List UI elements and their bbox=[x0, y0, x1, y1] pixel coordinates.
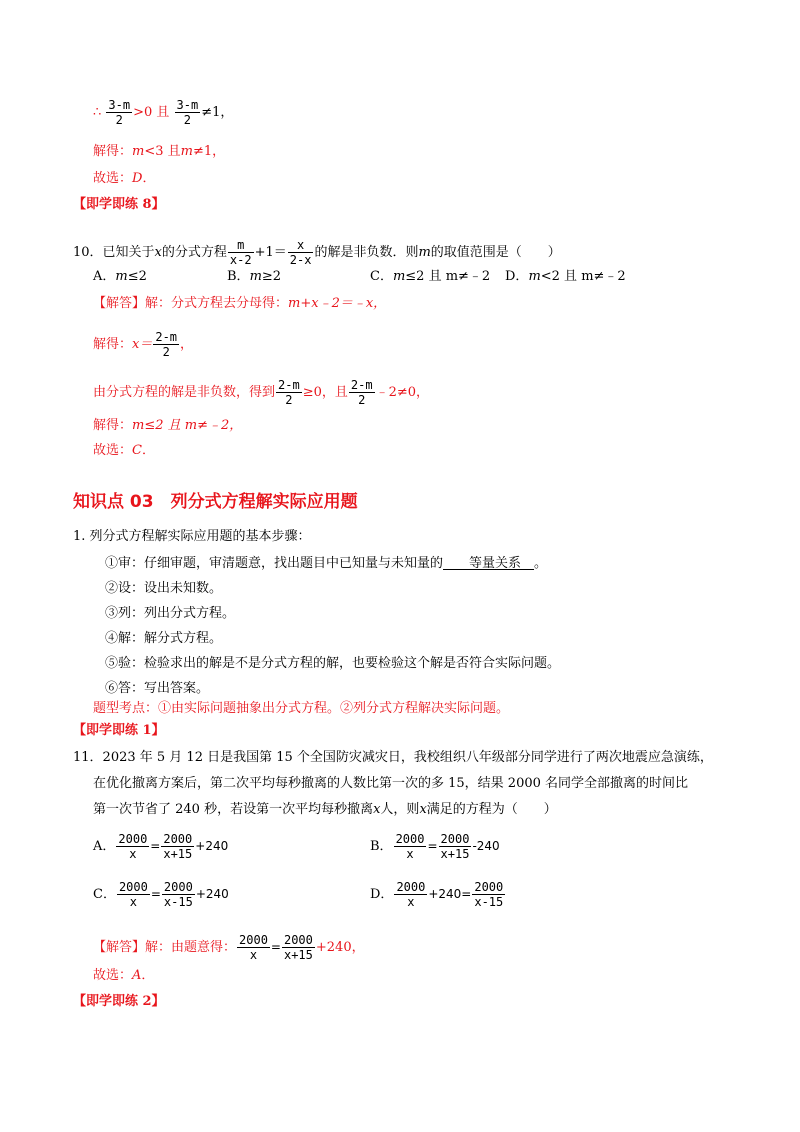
answer-line-2: 解得：x＝ $\frac{2-m}{2}$ ， bbox=[93, 330, 194, 359]
step-2: ②设：设出未知数。 bbox=[105, 581, 223, 596]
question-11-line-2: 在优化撤离方案后，第二次平均每秒撤离的人数比第一次的多 15，结果 2000 名同学全部撤离的时间比 bbox=[93, 776, 689, 791]
fraction: $\frac{2000}{x-15}$ bbox=[163, 880, 193, 909]
solve-line: 解得：m<3 且m≠1， bbox=[93, 144, 226, 159]
answer-line-1: 【解答】解：分式方程去分母得：m+x﹣2＝﹣x， bbox=[93, 296, 387, 311]
practice-label-2: 【即学即练 2】 bbox=[73, 994, 165, 1009]
fraction: $\frac{m}{x-2}$ bbox=[229, 238, 252, 267]
q11-choose: 故选：A． bbox=[93, 968, 155, 983]
fraction: $\frac{2-m}{2}$ bbox=[155, 330, 178, 359]
blank-answer: 等量关系 bbox=[443, 556, 535, 571]
step-5: ⑤验：检验求出的解是不是分式方程的解，也要检验这个解是否符合实际问题。 bbox=[105, 656, 561, 671]
q11-option-d: D． $\frac{2000}{x}$ +240= $\frac{2000}{x-15}$ bbox=[370, 880, 504, 909]
steps-intro: 1. 列分式方程解实际应用题的基本步骤： bbox=[73, 529, 311, 544]
fraction: $\frac{2000}{x}$ bbox=[118, 832, 148, 861]
fraction: $\frac{3-m}{2}$ bbox=[108, 98, 131, 127]
option-b: B．m≥2 bbox=[227, 269, 282, 284]
section-heading: 知识点 03 列分式方程解实际应用题 bbox=[73, 492, 358, 512]
fraction: $\frac{2000}{x}$ bbox=[396, 880, 426, 909]
fraction: $\frac{2-m}{2}$ bbox=[278, 378, 300, 407]
q11-option-a: A． $\frac{2000}{x}$ = $\frac{2000}{x+15}$ +240 bbox=[93, 832, 229, 861]
option-d: D．m<2 且 m≠﹣2 bbox=[505, 269, 626, 284]
fraction: $\frac{2-m}{2}$ bbox=[350, 378, 373, 407]
step-1: ①审：仔细审题，审清题意，找出题目中已知量与未知量的 等量关系 。 bbox=[105, 556, 548, 571]
fraction: $\frac{2000}{x}$ bbox=[118, 880, 148, 909]
q11-answer: 【解答】解：由题意得： $\frac{2000}{x}$ = $\frac{2000}{x+15}$ +240， bbox=[93, 933, 365, 962]
question-11-line-1: 11．2023 年 5 月 12 日是我国第 15 个全国防灾减灾日，我校组织八年级部分同学进行了两次地震应急演练， bbox=[73, 750, 713, 765]
choose-line: 故选：D． bbox=[93, 171, 156, 186]
question-11-line-3: 第一次节省了 240 秒，若设第一次平均每秒撤离x人，则x满足的方程为（ ） bbox=[93, 802, 557, 817]
step-4: ④解：解分式方程。 bbox=[105, 631, 223, 646]
answer-line-3: 由分式方程的解是非负数，得到 $\frac{2-m}{2}$ ≥0，且 $\frac{2-m}{2}$ ﹣2≠0， bbox=[93, 378, 429, 407]
q11-option-b: B． $\frac{2000}{x}$ = $\frac{2000}{x+15}$ -240 bbox=[370, 832, 500, 861]
fraction: $\frac{2000}{x+15}$ bbox=[440, 832, 470, 861]
fraction: $\frac{2000}{x-15}$ bbox=[474, 880, 504, 909]
q11-option-c: C． $\frac{2000}{x}$ = $\frac{2000}{x-15}$ +240 bbox=[93, 880, 229, 909]
fraction: $\frac{x}{2-x}$ bbox=[289, 238, 312, 267]
option-a: A．m≤2 bbox=[93, 269, 147, 284]
fraction: $\frac{3-m}{2}$ bbox=[176, 98, 199, 127]
option-c: C．m≤2 且 m≠﹣2 bbox=[370, 269, 491, 284]
fraction: $\frac{2000}{x}$ bbox=[395, 832, 425, 861]
fraction: $\frac{2000}{x+15}$ bbox=[163, 832, 193, 861]
fraction: $\frac{2000}{x}$ bbox=[239, 933, 268, 962]
step-3: ③列：列出分式方程。 bbox=[105, 606, 236, 621]
therefore-mark: ∴ bbox=[93, 105, 102, 120]
practice-label-1: 【即学即练 1】 bbox=[73, 723, 165, 738]
answer-line-5: 故选：C． bbox=[93, 443, 155, 458]
answer-line-4: 解得：m≤2 且 m≠﹣2， bbox=[93, 418, 243, 433]
question-10: 10．已知关于x的分式方程 $\frac{m}{x-2}$ +1＝ $\frac{x}{2-x}$ 的解是非负数．则m的取值范围是（ ） bbox=[73, 238, 561, 267]
fraction: $\frac{2000}{x+15}$ bbox=[283, 933, 313, 962]
exam-point: 题型考点：①由实际问题抽象出分式方程。②列分式方程解决实际问题。 bbox=[93, 701, 510, 716]
practice-label-8: 【即学即练 8】 bbox=[73, 197, 165, 212]
step-6: ⑥答：写出答案。 bbox=[105, 681, 210, 696]
condition-line: ∴ $\frac{3-m}{2}$ >0 且 $\frac{3-m}{2}$ ≠1， bbox=[93, 98, 234, 127]
